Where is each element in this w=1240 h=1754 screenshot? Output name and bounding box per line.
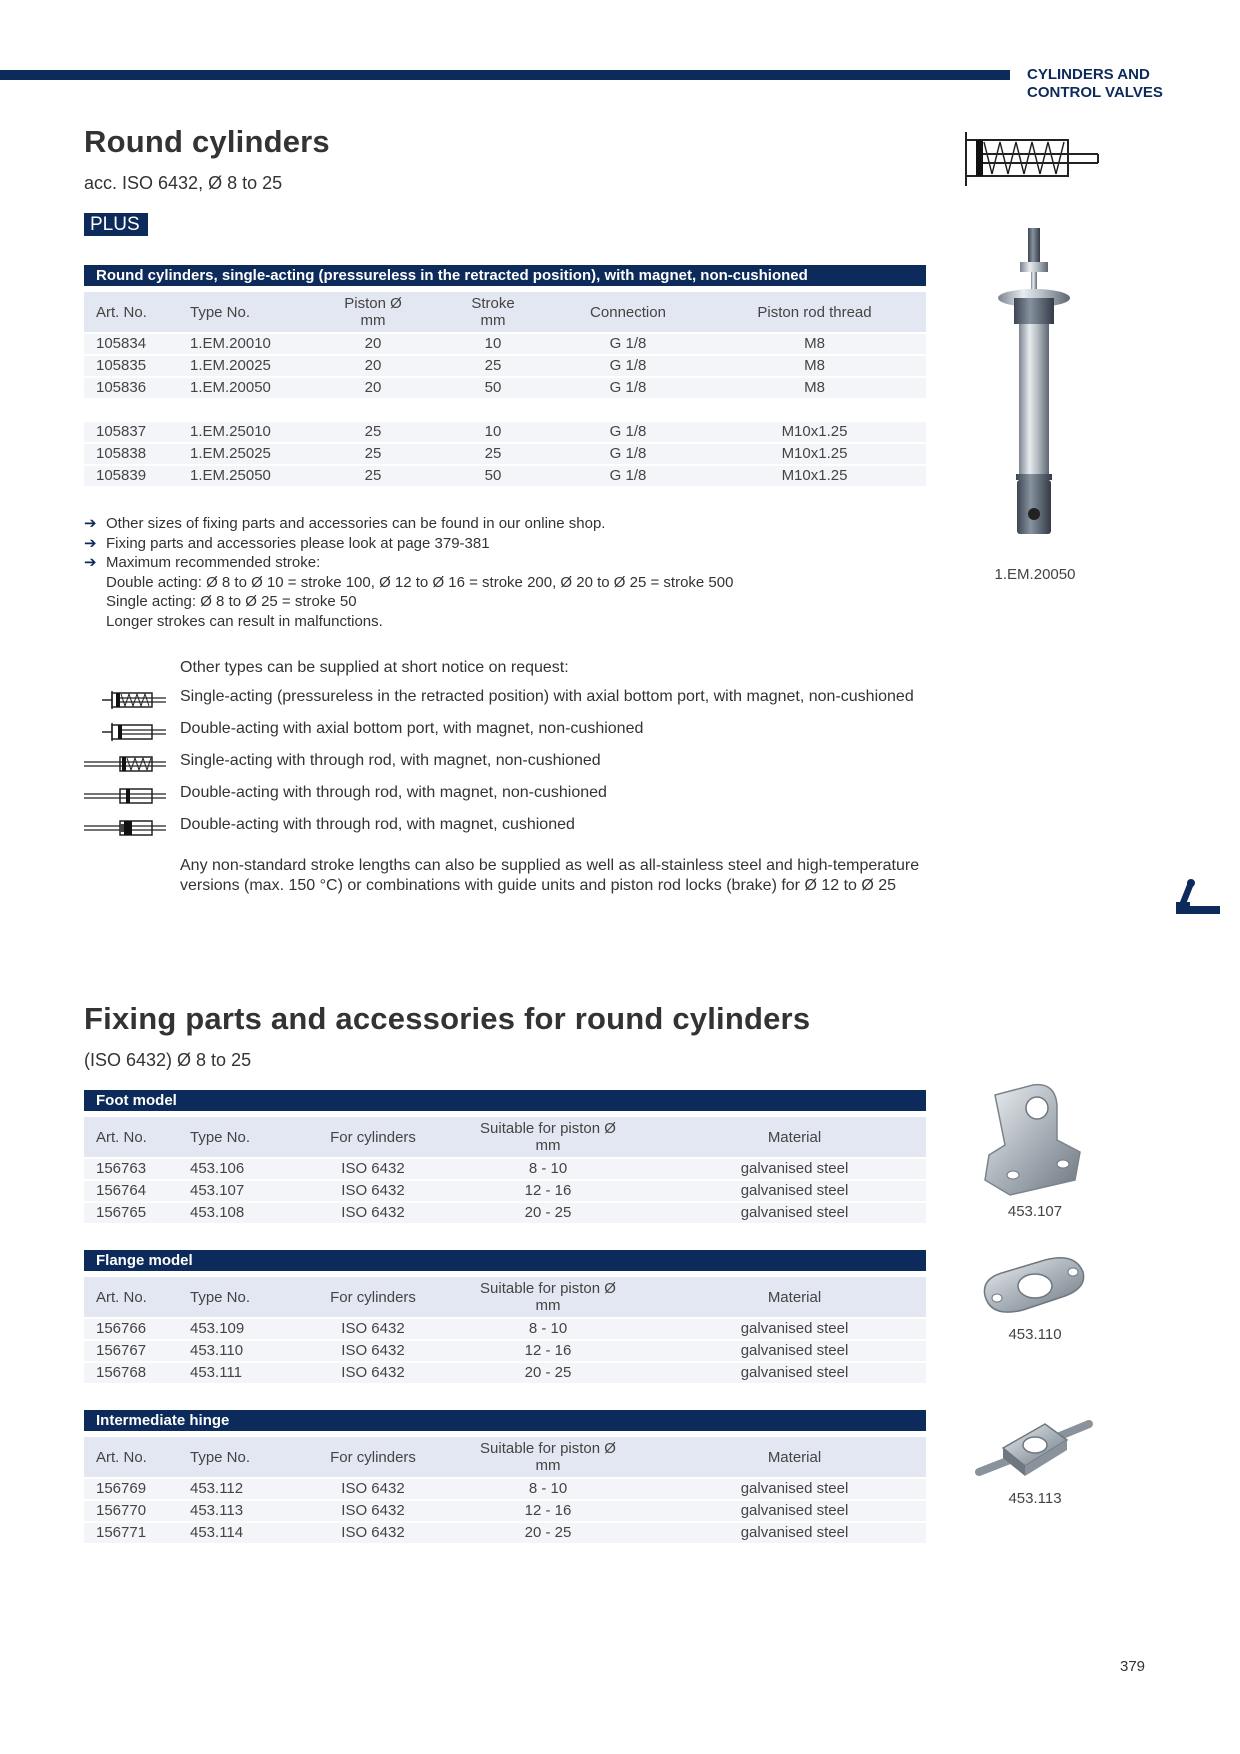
table-row: 156770 453.113 ISO 6432 12 - 16 galvanised steel: [84, 1501, 926, 1521]
col-stroke: Stroke mm: [433, 292, 553, 332]
table-row: 156771 453.114 ISO 6432 20 - 25 galvanised steel: [84, 1523, 926, 1543]
header-bar: [0, 70, 1010, 80]
double-acting-axial-port-symbol-icon: [84, 721, 168, 743]
type-item: Double-acting with through rod, with magnet, non-cushioned: [180, 784, 607, 801]
plus-badge-bar: [144, 213, 148, 236]
table-row: 156769 453.112 ISO 6432 8 - 10 galvanised steel: [84, 1479, 926, 1499]
col-type-no: Type No.: [178, 292, 313, 332]
col-piston: Piston Ø mm: [313, 292, 433, 332]
table-row: 156764 453.107 ISO 6432 12 - 16 galvanised steel: [84, 1181, 926, 1201]
table-row: 156765 453.108 ISO 6432 20 - 25 galvanised steel: [84, 1203, 926, 1223]
page-number: 379: [1120, 1658, 1146, 1675]
arrow-right-icon: ➔: [84, 534, 97, 552]
flange-model-caption: 453.110: [1008, 1326, 1062, 1343]
fixing-parts-title: Fixing parts and accessories for round cylinders: [84, 1001, 811, 1036]
intermediate-hinge-caption: 453.113: [1008, 1490, 1062, 1507]
note-item: ➔ Other sizes of fixing parts and accessories can be found in our online shop.: [84, 515, 606, 532]
foot-model-caption: 453.107: [1007, 1203, 1063, 1220]
table-header-row: Art. No. Type No. For cylinders Suitable for piston Ø mm Material: [84, 1437, 926, 1477]
cylinder-image-caption: 1.EM.20050: [994, 566, 1076, 583]
notes-block: ➔ Other sizes of fixing parts and accessories can be found in our online shop. ➔ Fixing parts and accessories please look at page 379-381 ➔ Maximum recommended stroke: Double acting: Ø 8 to Ø 10 = stroke 100, Ø 12 to Ø 16 = stroke 200, Ø 20 to Ø 25 = stroke 500 Single acting: Ø 8 to Ø 25 = stroke 50 Longer strokes can result in malfunctions.: [84, 515, 734, 630]
note-item: ➔ Maximum recommended stroke:: [84, 554, 321, 571]
round-cylinders-table: [84, 290, 926, 488]
table-row: 156766 453.109 ISO 6432 8 - 10 galvanised steel: [84, 1319, 926, 1339]
single-acting-cylinder-symbol-icon: [962, 130, 1102, 188]
table-row: 156763 453.106 ISO 6432 8 - 10 galvanised steel: [84, 1159, 926, 1179]
table-gap: [84, 400, 926, 420]
other-types-intro: Other types can be supplied at short notice on request:: [180, 659, 569, 676]
cylinder-product-image: [990, 224, 1080, 554]
arrow-right-icon: ➔: [84, 554, 97, 571]
double-acting-cushioned-through-rod-symbol-icon: [84, 817, 168, 839]
flange-model-table-title: Flange model: [84, 1250, 926, 1271]
intermediate-hinge-table-title: Intermediate hinge: [84, 1410, 926, 1431]
type-item: Single-acting (pressureless in the retracted position) with axial bottom port, with magnet, non-cushioned: [180, 688, 914, 705]
table-row: 156768 453.111 ISO 6432 20 - 25 galvanised steel: [84, 1363, 926, 1383]
other-types-outro: Any non-standard stroke lengths can also be supplied as well as all-stainless steel and high-temperature versions (max. 150 °C) or combinations with guide units and piston rod locks (brake) for Ø 12 to Ø 25: [180, 857, 920, 894]
table-header-row: Art. No. Type No. For cylinders Suitable for piston Ø mm Material: [84, 1117, 926, 1157]
col-art-no: Art. No.: [84, 292, 178, 332]
intermediate-hinge-product-image: [975, 1400, 1095, 1490]
intermediate-hinge-table: [84, 1435, 926, 1545]
type-item: Single-acting with through rod, with magnet, non-cushioned: [180, 752, 601, 769]
table-row: 105839 1.EM.25050 25 50 G 1/8 M10x1.25: [84, 466, 926, 486]
cylinder-valve-tab-icon: [1176, 878, 1220, 918]
table-header-row: [84, 292, 926, 332]
col-thread: Piston rod thread: [703, 292, 926, 332]
foot-model-table: [84, 1115, 926, 1225]
table-row: 105838 1.EM.25025 25 25 G 1/8 M10x1.25: [84, 444, 926, 464]
table-row: 105836 1.EM.20050 20 50 G 1/8 M8: [84, 378, 926, 398]
col-connection: Connection: [553, 292, 703, 332]
table-row: 105834 1.EM.20010 20 10 G 1/8 M8: [84, 334, 926, 354]
single-acting-through-rod-symbol-icon: [84, 753, 168, 775]
note-item: ➔ Fixing parts and accessories please look at page 379-381: [84, 534, 490, 552]
type-item: Double-acting with axial bottom port, with magnet, non-cushioned: [180, 720, 644, 737]
arrow-right-icon: ➔: [84, 515, 97, 532]
type-item: Double-acting with through rod, with magnet, cushioned: [180, 816, 575, 833]
table-header-row: Art. No. Type No. For cylinders Suitable for piston Ø mm Material: [84, 1277, 926, 1317]
round-cylinders-title: Round cylinders: [84, 124, 330, 159]
section-label: CYLINDERS AND CONTROL VALVES: [1027, 66, 1163, 101]
flange-model-table: [84, 1275, 926, 1385]
double-acting-through-rod-symbol-icon: [84, 785, 168, 807]
table-row: 105835 1.EM.20025 20 25 G 1/8 M8: [84, 356, 926, 376]
foot-mount-product-image: [975, 1080, 1095, 1200]
plus-badge: PLUS: [84, 213, 146, 236]
table-row: 156767 453.110 ISO 6432 12 - 16 galvanised steel: [84, 1341, 926, 1361]
round-cylinders-subtitle: acc. ISO 6432, Ø 8 to 25: [84, 173, 283, 193]
round-cylinders-table-title: Round cylinders, single-acting (pressureless in the retracted position), with magnet, non-cushioned: [84, 265, 926, 286]
single-acting-axial-port-symbol-icon: [84, 689, 168, 711]
table-row: 105837 1.EM.25010 25 10 G 1/8 M10x1.25: [84, 422, 926, 442]
flange-mount-product-image: [975, 1248, 1095, 1328]
foot-model-table-title: Foot model: [84, 1090, 926, 1111]
fixing-parts-subtitle: (ISO 6432) Ø 8 to 25: [84, 1050, 252, 1070]
